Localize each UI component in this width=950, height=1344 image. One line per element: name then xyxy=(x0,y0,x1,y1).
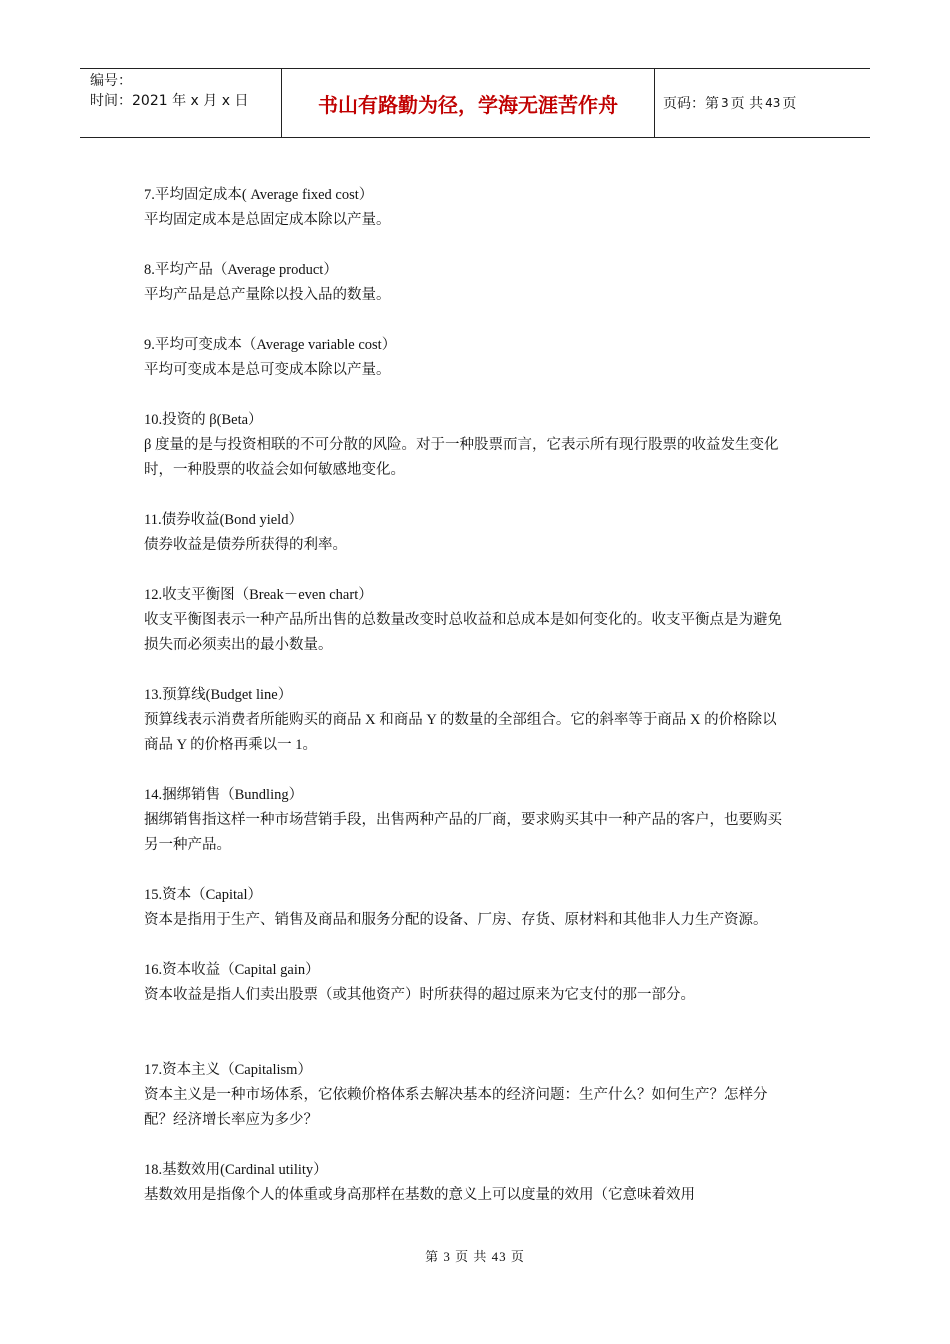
entry-term: 15.资本（Capital） xyxy=(144,887,263,903)
page-header xyxy=(80,68,870,138)
entry-definition: 资本主义是一种市场体系，它依赖价格体系去解决基本的经济问题：生产什么？如何生产？怎样分配？经济增长率应为多少？ xyxy=(144,1087,768,1128)
entry-term: 17.资本主义（Capitalism） xyxy=(144,1062,312,1078)
entry-definition: 预算线表示消费者所能购买的商品 X 和商品 Y 的数量的全部组合。它的斜率等于商品 X 的价格除以商品 Y 的价格再乘以一 1。 xyxy=(144,712,777,753)
glossary-entry xyxy=(144,258,784,308)
header-motto: 书山有路勤为径，学海无涯苦作舟 xyxy=(282,69,655,137)
page-total: 43 xyxy=(765,96,781,110)
time-label: 时间：2021 年 x 月 x 日 xyxy=(90,93,249,109)
number-label: 编号： xyxy=(90,73,132,89)
page-current: 3 xyxy=(721,96,729,110)
glossary-entry xyxy=(144,583,784,658)
entry-term: 16.资本收益（Capital gain） xyxy=(144,962,320,978)
entry-term: 9.平均可变成本（Average variable cost） xyxy=(144,337,397,353)
glossary-entry xyxy=(144,783,784,858)
entry-definition: 平均产品是总产量除以投入品的数量。 xyxy=(144,287,391,303)
entry-term: 12.收支平衡图（Break－even chart） xyxy=(144,587,373,603)
page-mid: 页 共 xyxy=(730,96,764,112)
glossary-entry xyxy=(144,1158,784,1208)
document-body xyxy=(144,183,784,1233)
entry-term: 7.平均固定成本( Average fixed cost） xyxy=(144,187,374,203)
page-prefix: 页码：第 xyxy=(663,96,719,112)
page-footer: 第 3 页 共 43 页 xyxy=(425,1249,525,1264)
glossary-entry xyxy=(144,958,784,1008)
entry-term: 18.基数效用(Cardinal utility） xyxy=(144,1162,328,1178)
entry-definition: 资本是指用于生产、销售及商品和服务分配的设备、厂房、存货、原材料和其他非人力生产资源。 xyxy=(144,912,768,928)
entry-definition: 债券收益是债券所获得的利率。 xyxy=(144,537,347,553)
entry-definition: 基数效用是指像个人的体重或身高那样在基数的意义上可以度量的效用（它意味着效用 xyxy=(144,1187,695,1203)
entry-definition: 平均可变成本是总可变成本除以产量。 xyxy=(144,362,391,378)
header-left-cell xyxy=(80,69,282,137)
entry-term: 10.投资的 β(Beta） xyxy=(144,412,263,428)
glossary-entry xyxy=(144,183,784,233)
glossary-entry xyxy=(144,508,784,558)
page-suffix: 页 xyxy=(782,96,797,112)
entry-definition: 捆绑销售指这样一种市场营销手段，出售两种产品的厂商，要求购买其中一种产品的客户，也要购买另一种产品。 xyxy=(144,812,782,853)
entry-definition: 收支平衡图表示一种产品所出售的总数量改变时总收益和总成本是如何变化的。收支平衡点是为避免损失而必须卖出的最小数量。 xyxy=(144,612,782,653)
entry-definition: 资本收益是指人们卖出股票（或其他资产）时所获得的超过原来为它支付的那一部分。 xyxy=(144,987,695,1003)
entry-term: 14.捆绑销售（Bundling） xyxy=(144,787,304,803)
entry-definition: β 度量的是与投资相联的不可分散的风险。对于一种股票而言，它表示所有现行股票的收益发生变化时，一种股票的收益会如何敏感地变化。 xyxy=(144,437,779,478)
glossary-entry xyxy=(144,1058,784,1133)
glossary-entry xyxy=(144,683,784,758)
glossary-entry xyxy=(144,333,784,383)
glossary-entry xyxy=(144,408,784,483)
entry-term: 8.平均产品（Average product） xyxy=(144,262,338,278)
header-page-info xyxy=(655,69,870,137)
entry-definition: 平均固定成本是总固定成本除以产量。 xyxy=(144,212,391,228)
entry-term: 11.债券收益(Bond yield） xyxy=(144,512,303,528)
glossary-entry xyxy=(144,883,784,933)
entry-term: 13.预算线(Budget line） xyxy=(144,687,293,703)
